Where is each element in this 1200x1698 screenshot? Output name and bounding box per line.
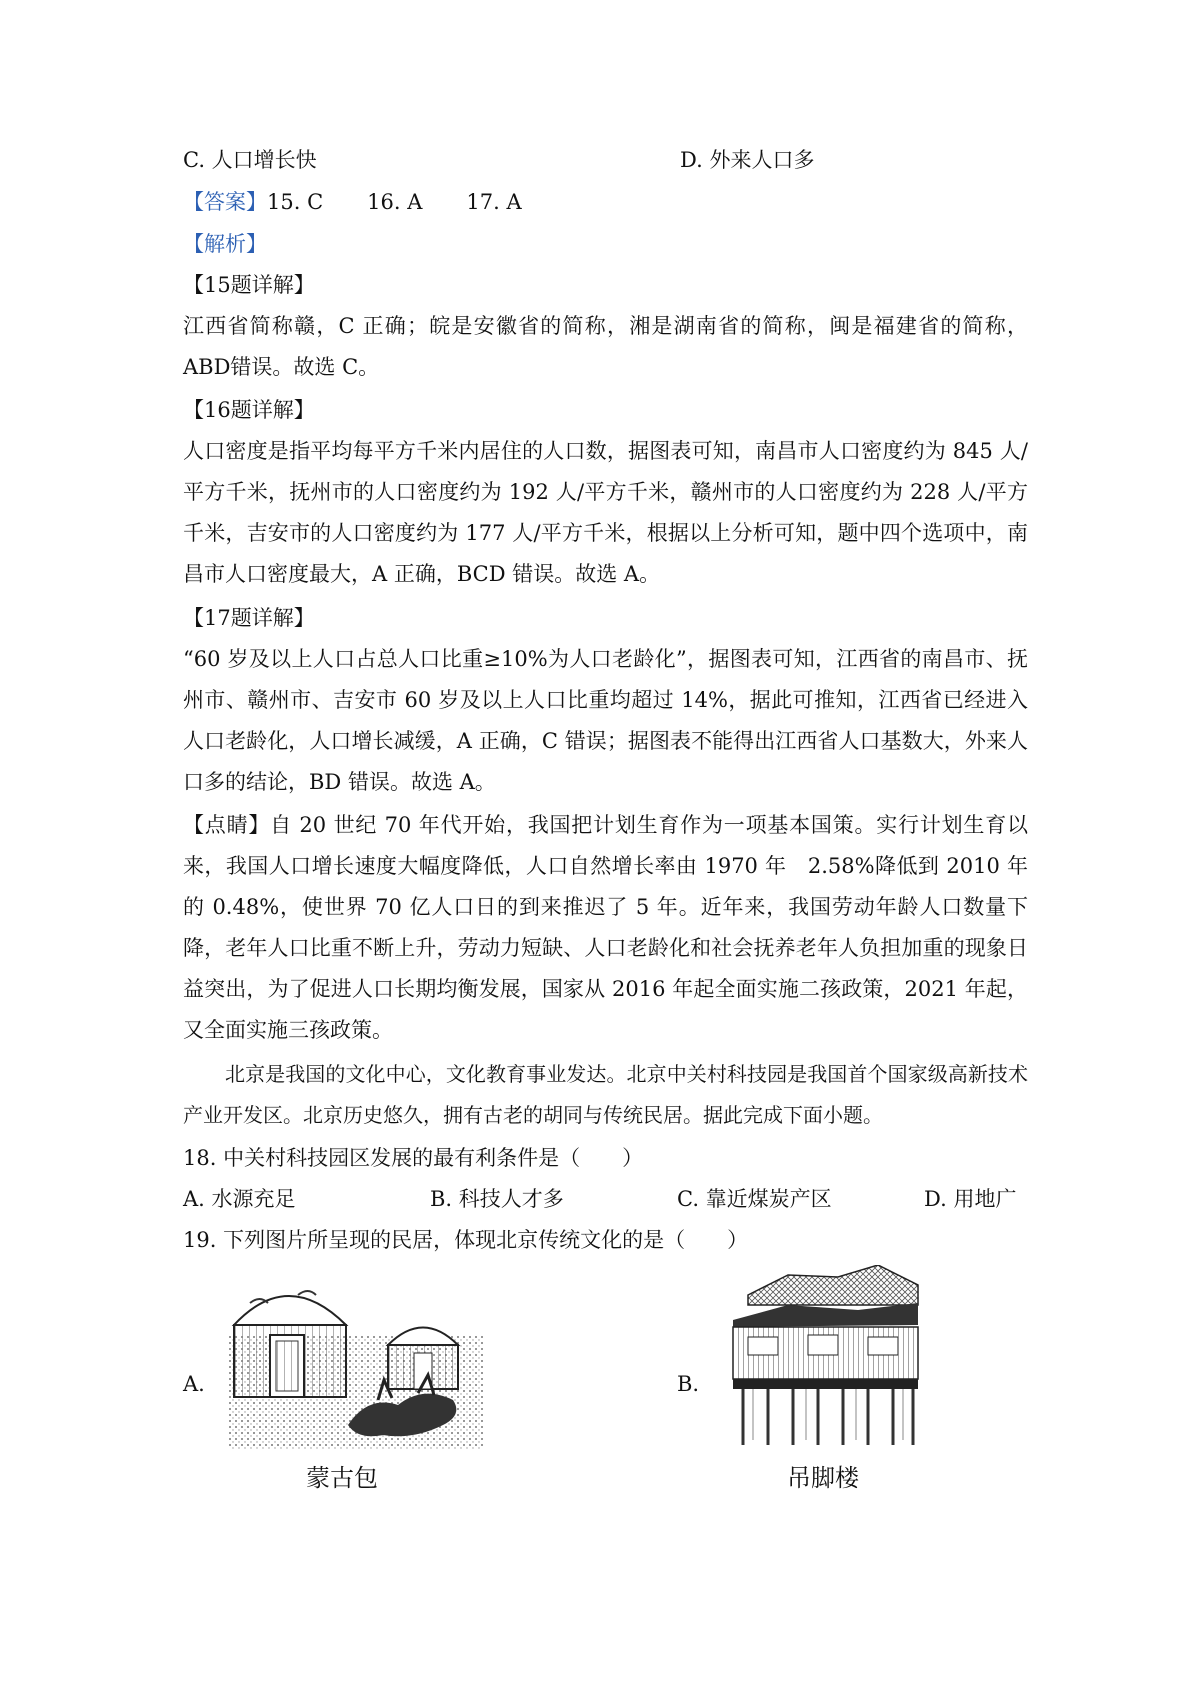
answer-item: 17. A	[466, 190, 522, 214]
q16-heading: 【16题详解】	[183, 398, 315, 422]
q19-stem: 19. 下列图片所呈现的民居，体现北京传统文化的是（ ）	[183, 1228, 749, 1252]
q19-option-a-label: A.	[183, 1372, 205, 1396]
reading-passage: 北京是我国的文化中心，文化教育事业发达。北京中关村科技园是我国首个国家级高新技术产业开发区。北京历史悠久，拥有古老的胡同与传统民居。据此完成下面小题。	[183, 1062, 1028, 1127]
comment-tag: 【点睛】	[183, 813, 271, 837]
answer-item: 15. C	[267, 190, 324, 214]
q18-stem: 18. 中关村科技园区发展的最有利条件是（ ）	[183, 1146, 644, 1170]
comment-text: 自 20 世纪 70 年代开始，我国把计划生育作为一项基本国策。实行计划生育以来，我国人口增长速度大幅度降低，人口自然增长率由 1970 年 2.58%降低到 2010 年的 0.48%，使世界 70 亿人口日的到来推迟了 5 年。近年来，我国劳动年龄人口数量下降，老年人口比重不断上升，劳动力短缺、人口老龄化和社会抚养老年人负担加重的现象日益突出，为了促进人口长期均衡发展，国家从 2016 年起全面实施二孩政策，2021 年起，又全面实施三孩政策。	[183, 813, 1029, 1042]
stilt-house-image	[728, 1265, 923, 1450]
q18-option-d: D. 用地广	[924, 1187, 1017, 1211]
q15-heading: 【15题详解】	[183, 273, 315, 297]
q18-option-b: B. 科技人才多	[430, 1187, 564, 1211]
analysis-tag: 【解析】	[183, 232, 267, 256]
q18-option-c: C. 靠近煤炭产区	[677, 1187, 832, 1211]
q16-text: 人口密度是指平均每平方千米内居住的人口数，据图表可知，南昌市人口密度约为 845 人/平方千米，抚州市的人口密度约为 192 人/平方千米，赣州市的人口密度约为 228 人/平方千米，吉安市的人口密度约为 177 人/平方千米，根据以上分析可知，题中四个选项中，南昌市人口密度最大，A 正确，BCD 错误。故选 A。	[183, 439, 1028, 586]
yurt-image	[228, 1275, 483, 1450]
q15-text: 江西省简称赣，C 正确；皖是安徽省的简称，湘是湖南省的简称，闽是福建省的简称，ABD错误。故选 C。	[183, 314, 1028, 379]
q17-text: “60 岁及以上人口占总人口比重≥10%为人口老龄化”，据图表可知，江西省的南昌市、抚州市、赣州市、吉安市 60 岁及以上人口比重均超过 14%，据此可推知，江西省已经进入人口老龄化，人口增长减缓，A 正确，C 错误；据图表不能得出江西省人口基数大，外来人口多的结论，BD 错误。故选 A。	[183, 647, 1028, 794]
q19-option-b-label: B.	[677, 1372, 700, 1396]
answer-tag: 【答案】	[183, 190, 267, 214]
comment-paragraph	[183, 805, 1028, 1051]
q18-option-a: A. 水源充足	[183, 1187, 296, 1211]
option-c: C. 人口增长快	[183, 148, 317, 172]
answer-line	[183, 188, 522, 216]
stilt-house-caption: 吊脚楼	[787, 1464, 859, 1492]
option-d: D. 外来人口多	[680, 148, 815, 172]
q17-heading: 【17题详解】	[183, 606, 315, 630]
answer-item: 16. A	[367, 190, 423, 214]
yurt-caption: 蒙古包	[306, 1464, 378, 1492]
